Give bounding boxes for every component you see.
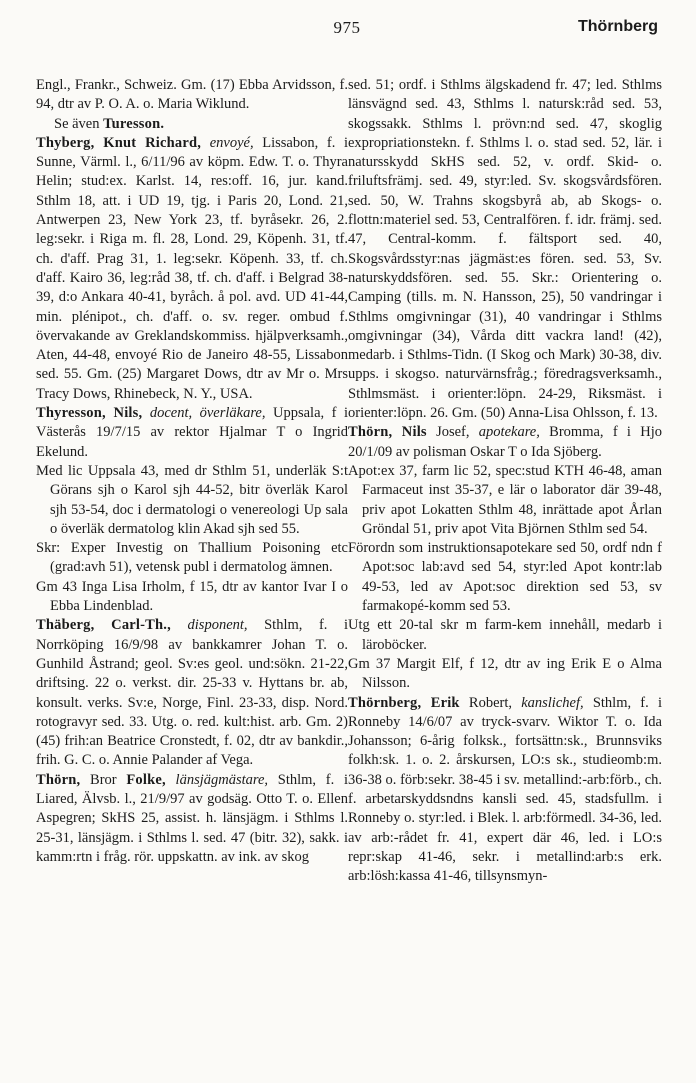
entry-continuation: [36, 76, 348, 115]
entry-name: Thörn,: [36, 771, 81, 788]
entry-text: Uppsala, f i Västerås 19/7/15 av rektor Hjalmar T o Ingrid Ekelund.: [36, 405, 348, 460]
entry-paragraph: [36, 462, 348, 539]
page-number: 975: [333, 18, 361, 37]
entry-paragraph: [348, 539, 662, 616]
entry-occupation: kanslichef,: [521, 694, 584, 711]
biography-entry: [36, 404, 348, 462]
entry-occupation: länsjägmästare,: [165, 771, 269, 788]
left-column: [36, 76, 348, 867]
entry-name: Thäberg, Carl-Th.,: [36, 617, 171, 634]
entry-text: Lissabon, f. i Sunne, Värml. l., 6/11/96 av köpm. Edw. T. o. Thyra Helin; stud:ex. Karlst. 14, res:off. 16, jur. kand. Sthlm 18, att. i UD 19, tjg. i Paris 20, Lond. 21, Antwerpen 23, New York 23, tf. byråsekr. 26, 2. leg:sekr. i Riga m. fl. 28, Lond. 29, Köpenh. 31, tf. ch. d'aff. Prag 31, 1. leg:sekr. Köpenh. 33, tf. ch. d'aff. Kairo 36, leg:råd 38, tf. ch. d'aff. i Belgrad 38-39, d:o Ankara 40-41, byråch. å pol. avd. UD 41-44, min. plénipot., ch. d'aff. o. sv. reger. ombud f. övervakande av Greklandskommiss. hjälpverksamh., Aten, 44-48, envoyé Rio de Janeiro 48-55, Lissabon sed. 55. Gm. (25) Margaret Dows, dtr av Mr o. Mrs Tracy Dows, Rhinebeck, N. Y., USA.: [36, 134, 348, 402]
entry-paragraph: [36, 539, 348, 578]
cross-reference: [36, 115, 348, 134]
entry-given-name: Josef,: [426, 424, 479, 441]
page-header: [36, 18, 658, 44]
biography-entry: [36, 771, 348, 867]
right-column: [348, 76, 662, 886]
entry-text: Utg ett 20-tal skr m farm-kem innehåll, medarb i läroböcker.: [348, 617, 662, 653]
entry-text: Engl., Frankr., Schweiz. Gm. (17) Ebba Arvidsson, f. 94, dtr av P. O. A. o. Maria Wiklund.: [36, 77, 348, 113]
entry-occupation: docent, överläkare,: [149, 405, 266, 422]
entry-given-name: Bror: [80, 771, 127, 788]
entry-text: Gm 37 Margit Elf, f 12, dtr av ing Erik E o Alma Nilsson.: [348, 655, 662, 692]
entry-occupation: disponent,: [187, 617, 248, 634]
entry-text: Med lic Uppsala 43, med dr Sthlm 51, underläk S:t Görans sjh o Karol sjh 44-52, bitr överläk Karol sjh 53-54, doc i dermatologi o venereologi Up sala o överläk dermatolog klin Akad sjh sed 55.: [36, 462, 348, 537]
entry-text: Gm 43 Inga Lisa Irholm, f 15, dtr av kantor Ivar I o Ebba Lindenblad.: [36, 578, 348, 615]
entry-text: Sthlm, f. i Norrköping 16/9/98 av bankkamrer Johan T. o. Gunhild Åstrand; geol. Sv:es geol. und:sökn. 21-22, driftsing. 22 o. verkst. dir. 25-33 v. Hyttans br. ab, konsult. verks. Sv:e, Norge, Finl. 23-33, disp. Nord. rotogravyr sed. 33. Utg. o. red. kult:hist. arb. Gm. 2) (45) frih:an Beatrice Cronstedt, f. 02, dtr av bankdir., frih. G. C. o. Annie Palander af Vega.: [36, 617, 348, 769]
entry-text: Sthlm, f. i Liared, Älvsb. l., 21/9/97 av godsäg. Otto T. o. Ellen Aspegren; SkHS 25, assist. h. länsjägm. i Sthlms l. 25-31, länsjägm. i Sthlms l. sed. 47 (bitr. 32), sakk. i kamm:rtn i fråg. rör. uppskattn. av ink. av skog: [36, 771, 348, 865]
entry-text: Sthlm, f. i Ronneby 14/6/07 av tryck-svarv. Wiktor T. o. Ida Johansson; 6-årig folksk., fortsättn:sk., Brunnsviks folkh:sk. 1. o. 2. årskursen, LO:s sk., studieomb:m. 36-38 o. förb:sekr. 38-45 i sv. metallind:-arb:förb., ch. f. arbetarskyddsndns kansli sed. 45, stadsfullm. i Ronneby o. styr:led. i Blek. l. arb:förmedl. 34-36, led. av arb:-rådet fr. 41, expert där 46, led. i LO:s repr:skap 41-46, sekr. i metallind:arb:s erk. arb:lösh:kassa 41-46, tillsynsmyn-: [348, 694, 662, 885]
entry-occupation: apotekare,: [478, 424, 540, 441]
entry-paragraph: [36, 578, 348, 617]
entry-text: Bromma, f i Hjo 20/1/09 av polisman Oskar T o Ida Sjöberg.: [348, 424, 663, 460]
entry-paragraph: [348, 655, 662, 694]
entry-text: Apot:ex 37, farm lic 52, spec:stud KTH 46-48, aman Farmaceut inst 35-37, e lär o laborator där 39-48, priv apot Lokatten Sthlm 48, inrättade apot Årlan Gröndal 51, priv apot Vita Björnen Sthlm sed 54.: [348, 462, 662, 537]
entry-occupation: envoyé,: [209, 134, 254, 151]
entry-continuation: [348, 76, 662, 423]
entry-text: Förordn som instruktionsapotekare sed 50, ordf ndn f Apot:soc lab:avd sed 54, styr:led Apot kontr:lab 49-53, led av Apot:soc direktion sed 53, sv farmakopé-komm sed 53.: [348, 540, 662, 615]
cross-reference-name: Turesson.: [103, 115, 165, 132]
entry-paragraph: [348, 462, 662, 539]
biography-entry: [348, 423, 662, 462]
entry-paragraph: [348, 616, 662, 655]
entry-name: Thörnberg, Erik: [348, 694, 460, 711]
running-head: Thörnberg: [578, 18, 658, 35]
entry-name: Thyberg, Knut Richard,: [36, 134, 202, 151]
entry-given-name: Robert,: [459, 694, 522, 711]
entry-text: sed. 51; ordf. i Sthlms älgskadend fr. 47; led. Sthlms länsvägnd sed. 43, Sthlms l. natursk:råd sed. 53, skogssakk. Sthlms l. prövn:nd sed. 47, skoglig expropriationstekn. f. Sthlms l. o. stad sed. 52, lär. i natursskydd SkHS sed. 52, v. ordf. Skid- o. friluftsfrämj. sed. 49, styr:led. Sv. skogsvårdsfören. sed. 50, W. Trahns skogsbyrå ab, ab Skogs- o. flottn:materiel sed. 53, Centralfören. f. idr. främj. sed. 47, Central-komm. f. fältsport sed. 40, Skogsvårdsstyr:nas jägmäst:es fören. sed. 53, Sv. naturskyddsfören. sed. 55. Skr.: Orientering o. Camping (tills. m. N. Hansson, 25), 50 vandringar i Sthlms omgivningar (31), 40 vandringar i Sthlms omgivningar (34), Vårda ditt vackra land! (42), medarb. i Sthlms-Tidn. (I Skog och Mark) 30-38, div. upps. i skogso. naturvärnsfråg.; föredragsverksamh., Sthlmsmäst. i orienter:löpn. 24-29, Riksmäst. i orienter:löpn. 26. Gm. (50) Anna-Lisa Ohlsson, f. 13.: [348, 77, 662, 422]
entry-text: Skr: Exper Investig on Thallium Poisoning etc (grad:avh 51), vetensk publ i dermatolog ämnen.: [36, 540, 348, 576]
entry-name-part: Folke,: [126, 771, 166, 788]
entry-name: Thörn, Nils: [348, 424, 427, 441]
entry-name: Thyresson, Nils,: [36, 405, 143, 422]
biography-entry: [348, 694, 662, 887]
biography-entry: [36, 134, 348, 404]
cross-reference-prefix: Se även: [54, 115, 104, 132]
biography-entry: [36, 616, 348, 770]
